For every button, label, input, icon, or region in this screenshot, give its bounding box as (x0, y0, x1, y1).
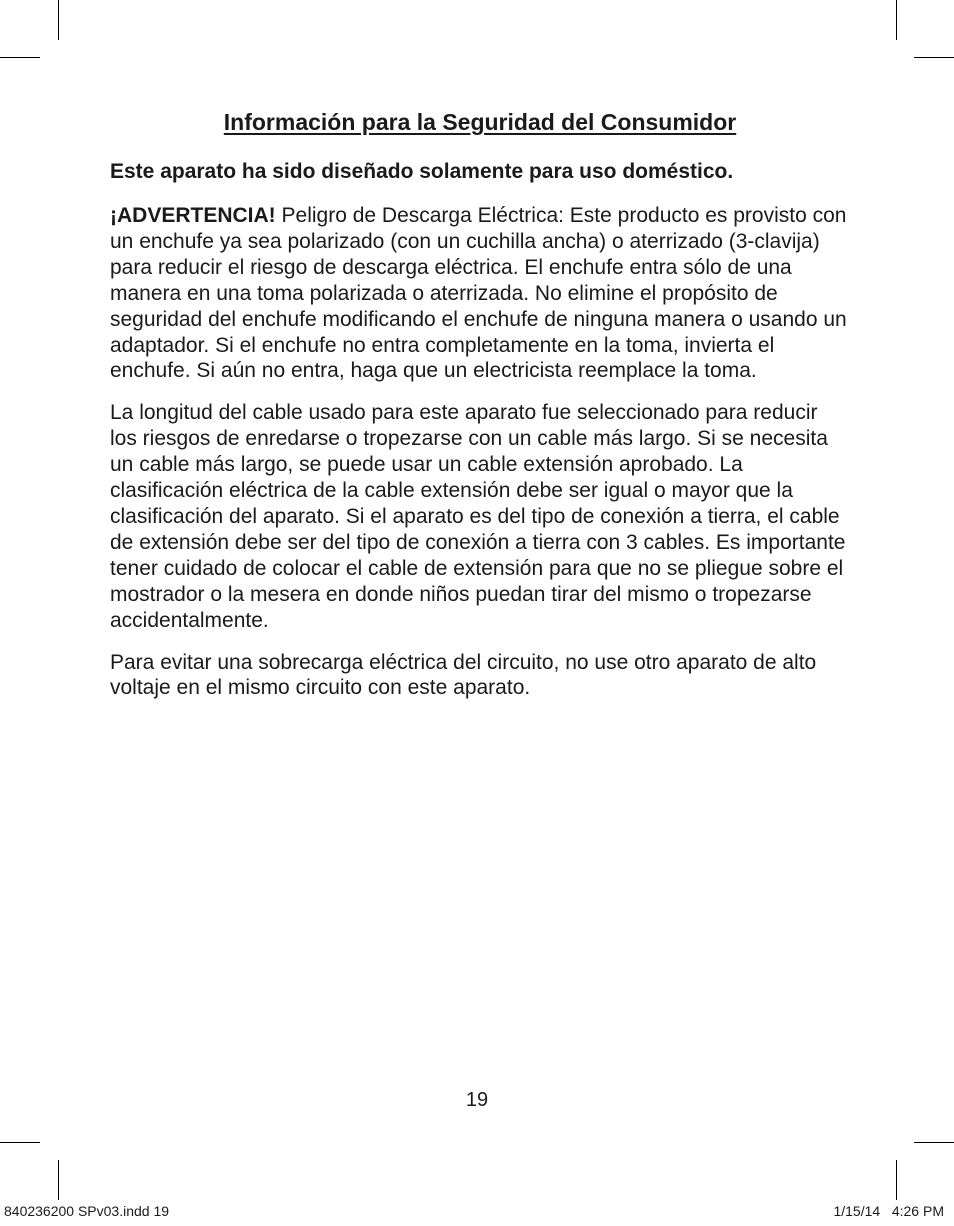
slug-file-name: 840236200 SPv03.indd 19 (4, 1203, 170, 1219)
warning-label: ¡ADVERTENCIA! (110, 204, 276, 227)
crop-mark-top-right-vertical (896, 0, 897, 40)
circuit-overload-paragraph: Para evitar una sobrecarga eléctrica del circuito, no use otro aparato de alto voltaje en el mismo circuito con este aparato. (110, 650, 817, 700)
cord-length-paragraph: La longitud del cable usado para este aparato fue seleccionado para reducir los riesgos de enredarse o tropezarse con un cable más largo. Si se necesita un cable más largo, se puede usar un cable extensión aprobado. La clasificación eléctrica de la cable extensión debe ser igual o mayor que la clasificación del aparato. Si el aparato es del tipo de conexión a tierra, el cable de extensión debe ser del tipo de conexión a tierra con 3 cables. Es importante tener cuidado de colocar el cable de extensión para que no se pliegue sobre el mostrador o la mesera en donde niños puedan tirar del mismo o tropezarse accidentalmente. (110, 401, 846, 632)
domestic-use-statement: Este aparato ha sido diseñado solamente para uso doméstico. (110, 160, 734, 183)
crop-mark-top-left-vertical (58, 0, 59, 40)
crop-mark-top-right-horizontal (914, 57, 954, 58)
warning-text: Peligro de Descarga Eléctrica: Este producto es provisto con un enchufe ya sea polarizado (con un cuchilla ancha) o aterrizado (3-clavija) para reducir el riesgo de descarga eléctrica. El enchufe entra sólo de una manera en una toma polarizada o aterrizada. No elimine el propósito de seguridad del enchufe modificando el enchufe de ninguna manera o usando un adaptador. Si el enchufe no entra completamente en la toma, invierta el enchufe. Si aún no entra, haga que un electricista reemplace la toma. (110, 204, 847, 383)
crop-mark-bottom-right-vertical (896, 1160, 897, 1200)
crop-mark-bottom-left-horizontal (0, 1142, 40, 1143)
crop-mark-top-left-horizontal (0, 57, 40, 58)
slug-date-time: 1/15/14 4:26 PM (833, 1203, 944, 1219)
page-title: Información para la Seguridad del Consumidor (223, 109, 737, 135)
warning-paragraph (110, 203, 850, 384)
page-number: 19 (465, 1089, 489, 1111)
crop-mark-bottom-left-vertical (58, 1160, 59, 1200)
page-content (110, 106, 850, 717)
crop-mark-bottom-right-horizontal (914, 1142, 954, 1143)
